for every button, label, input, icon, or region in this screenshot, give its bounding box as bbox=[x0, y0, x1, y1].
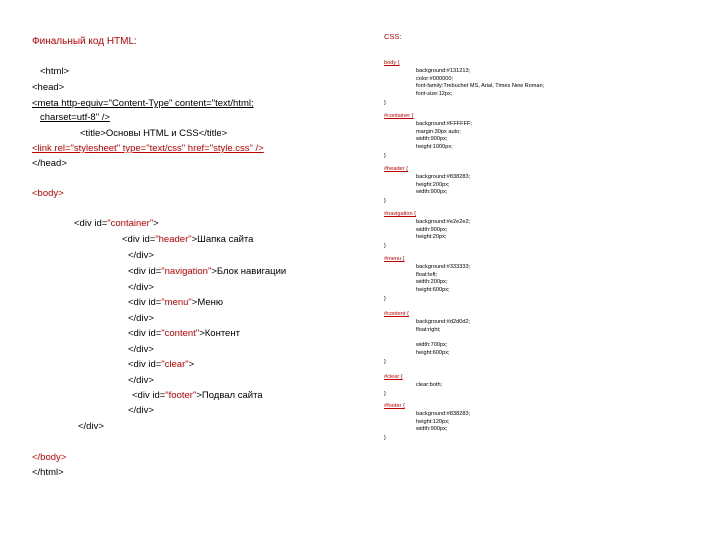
code-token: <title> bbox=[80, 128, 106, 139]
css-selector-text: body { bbox=[384, 60, 400, 66]
html-code-line bbox=[40, 110, 110, 126]
code-token: "navigation" bbox=[161, 266, 212, 277]
code-token: >Блок навигации bbox=[211, 266, 287, 277]
code-token: <div id= bbox=[128, 328, 162, 339]
html-code-line bbox=[128, 342, 154, 358]
css-block-close: } bbox=[384, 152, 386, 159]
html-code-line bbox=[128, 295, 223, 311]
css-property: width:900px; bbox=[416, 136, 448, 143]
css-property: float:left; bbox=[416, 271, 438, 278]
css-selector-text: #content { bbox=[384, 311, 409, 317]
css-selector bbox=[384, 60, 400, 68]
css-block-close: } bbox=[384, 243, 386, 250]
css-block-close: } bbox=[384, 198, 386, 205]
code-token: > bbox=[188, 359, 195, 370]
html-code-line bbox=[40, 64, 69, 80]
css-property: height:600px; bbox=[416, 287, 450, 294]
code-token: <body> bbox=[32, 188, 64, 199]
code-token: "container" bbox=[107, 218, 154, 229]
html-code-line bbox=[128, 373, 154, 389]
css-property: background:#131213; bbox=[416, 68, 471, 74]
css-property: height:20px; bbox=[416, 234, 447, 241]
html-code-line bbox=[32, 186, 64, 202]
css-property: width:900px; bbox=[416, 426, 448, 433]
html-code-line bbox=[32, 141, 264, 157]
html-code-line bbox=[32, 450, 66, 466]
code-token: <div id= bbox=[122, 234, 156, 245]
code-token: </div> bbox=[128, 313, 154, 324]
html-code-line bbox=[32, 156, 67, 172]
css-selector-text: #navigation { bbox=[384, 211, 417, 217]
html-code-line bbox=[128, 326, 240, 342]
css-property: margin:30px auto; bbox=[416, 128, 461, 135]
code-token: <meta http-equiv="Content-Type" content="text/html; bbox=[32, 98, 254, 109]
css-property: height:200px; bbox=[416, 181, 450, 188]
code-token: "menu" bbox=[161, 297, 192, 308]
html-code-line bbox=[132, 388, 263, 404]
css-property: width:200px; bbox=[416, 279, 448, 286]
code-token: </html> bbox=[32, 467, 64, 478]
html-code-line bbox=[128, 248, 154, 264]
css-property: width:900px; bbox=[416, 189, 448, 196]
code-token: <div id= bbox=[132, 390, 166, 401]
css-property: background:#333333; bbox=[416, 264, 471, 270]
css-selector-text: #footer { bbox=[384, 403, 405, 409]
html-code-line bbox=[32, 80, 64, 96]
html-code-line bbox=[128, 357, 194, 373]
css-property: width:900px; bbox=[416, 226, 448, 233]
code-token: <div id= bbox=[128, 297, 162, 308]
css-property: background:#d2d0d2; bbox=[416, 319, 471, 325]
code-token: "footer" bbox=[165, 390, 197, 401]
html-code-line bbox=[80, 126, 227, 142]
code-token: </title> bbox=[198, 128, 228, 139]
css-selector bbox=[384, 166, 408, 174]
code-token: </div> bbox=[128, 344, 154, 355]
css-property: color:#000000; bbox=[416, 75, 454, 82]
css-selector-text: #header { bbox=[384, 166, 408, 172]
code-token: </div> bbox=[128, 405, 154, 416]
code-token: >Подвал сайта bbox=[196, 390, 263, 401]
code-token: </head> bbox=[32, 158, 67, 169]
css-property: font-size:12px; bbox=[416, 91, 453, 98]
css-property: float:right; bbox=[416, 326, 441, 333]
code-token: </div> bbox=[78, 421, 104, 432]
code-token: Основы HTML и CSS bbox=[105, 128, 199, 139]
css-block-close: } bbox=[384, 99, 386, 106]
code-token: <head> bbox=[32, 82, 65, 93]
html-code-line bbox=[74, 216, 159, 232]
css-selector-text: #menu { bbox=[384, 256, 405, 262]
css-property: font-family:Trebuchet MS, Arial, Times New Roman; bbox=[416, 83, 545, 90]
css-selector bbox=[384, 113, 414, 121]
css-property: height:1000px; bbox=[416, 144, 453, 151]
css-selector-text: #container { bbox=[384, 113, 414, 119]
code-token: <link rel="stylesheet" type="text/css" href="style.css" /> bbox=[32, 143, 264, 154]
html-code-line bbox=[128, 264, 286, 280]
css-selector bbox=[384, 403, 405, 411]
html-code-line bbox=[122, 232, 253, 248]
code-token: <div id= bbox=[128, 266, 162, 277]
css-property: background:#e2e2e2; bbox=[416, 219, 471, 225]
code-token: >Шапка сайта bbox=[191, 234, 254, 245]
css-property: height:600px; bbox=[416, 349, 450, 356]
code-token: >Меню bbox=[191, 297, 224, 308]
code-token: <div id= bbox=[128, 359, 162, 370]
html-code-line bbox=[78, 419, 104, 435]
css-block-close: } bbox=[384, 435, 386, 442]
code-token: "content" bbox=[161, 328, 200, 339]
css-block-close: } bbox=[384, 358, 386, 365]
css-property: background:#838283; bbox=[416, 411, 471, 417]
code-token: <html> bbox=[40, 66, 70, 77]
css-code-panel bbox=[360, 0, 720, 540]
code-token: </body> bbox=[32, 452, 67, 463]
code-token: > bbox=[153, 218, 159, 229]
html-code-line bbox=[128, 311, 154, 327]
css-selector-text: #clear { bbox=[384, 374, 403, 380]
css-selector bbox=[384, 374, 403, 382]
css-property: background:#838283; bbox=[416, 174, 471, 180]
css-property: width:700px; bbox=[416, 342, 448, 349]
css-block-close: } bbox=[384, 295, 386, 302]
code-token: >Контент bbox=[199, 328, 240, 339]
css-property: clear:both; bbox=[416, 382, 443, 388]
html-code-title: Финальный код HTML: bbox=[32, 36, 137, 47]
css-selector bbox=[384, 256, 405, 264]
code-token: "header" bbox=[155, 234, 192, 245]
css-selector bbox=[384, 211, 416, 219]
css-block-close: } bbox=[384, 390, 386, 397]
code-token: </div> bbox=[128, 375, 154, 386]
code-token: </div> bbox=[128, 282, 154, 293]
html-code-line bbox=[128, 403, 154, 419]
css-property: background:#FFFFFF; bbox=[416, 121, 472, 127]
code-token: charset=utf-8" /> bbox=[40, 112, 110, 123]
code-token: <div id= bbox=[74, 218, 108, 229]
code-token: </div> bbox=[128, 250, 154, 261]
code-token: "clear" bbox=[161, 359, 189, 370]
css-property: height:120px; bbox=[416, 418, 450, 425]
css-code-title: CSS: bbox=[384, 32, 402, 41]
html-code-line bbox=[32, 465, 64, 481]
css-selector bbox=[384, 311, 409, 319]
html-code-line bbox=[128, 280, 154, 296]
